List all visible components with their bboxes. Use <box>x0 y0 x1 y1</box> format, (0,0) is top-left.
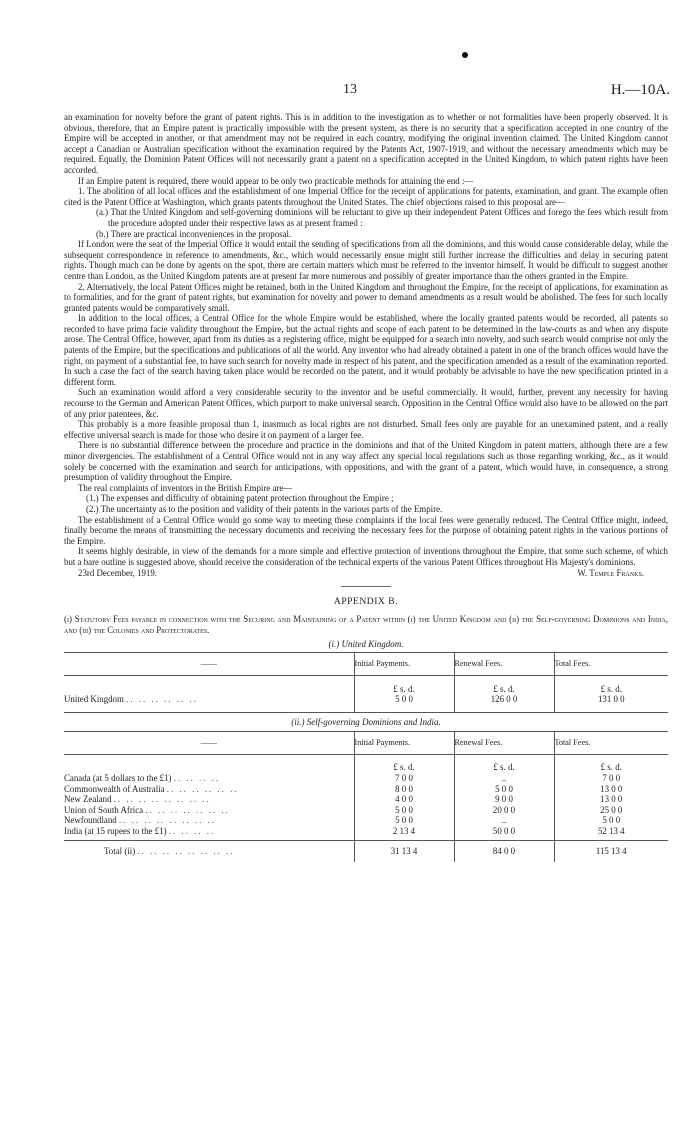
total-cell: 25 0 0 <box>554 805 668 816</box>
paragraph-subitem: (a.) That the United Kingdom and self-governing dominions will be reluctant to give up their independent Patent Offices and forego the fees which result from the procedure adopted under their respective laws as at present framed : <box>96 207 668 228</box>
row-label: India (at 15 rupees to the £1) <box>64 825 167 836</box>
complaint-item: (2.) The uncertainty as to the position and validity of their patents in the various parts of the Empire. <box>86 503 443 514</box>
row-label: Newfoundland <box>64 815 117 826</box>
paragraph: If an Empire patent is required, there would appear to be only two practicable methods for attaining the end :— <box>78 175 474 186</box>
table-row: Commonwealth of Australia .. .. .. .. .. .. 8 0 0 5 0 0 13 0 0 <box>64 784 668 795</box>
initial-cell: 5 0 0 <box>354 805 454 816</box>
signoff-date: 23rd December, 1919. <box>78 567 157 578</box>
table-row: Newfoundland .. .. .. .. .. .. .. .. 5 0 0 .. 5 0 0 <box>64 815 668 826</box>
total-cell: 7 0 0 <box>554 773 668 784</box>
column-header: Initial Payments. <box>354 653 454 676</box>
renewal-cell: 5 0 0 <box>454 784 554 795</box>
paragraph: Such an examination would afford a very considerable security to the inventor and be useful commercially. It would, further, prevent any necessity for having recourse to the German and American Patent Offices, which purport to make universal search. Opposition in the Central Office would also have to be allowed on the part of any prior patentees, &c. <box>64 387 668 419</box>
table-caption: (ii.) Self-governing Dominions and India. <box>291 717 441 728</box>
row-label: United Kingdom <box>64 694 124 705</box>
paragraph: an examination for novelty before the grant of patent rights. This is in addition to the investigation as to whether or not formalities have been properly observed. It is obvious, therefore, that an Empire patent is practically impossible with the present system, as there is no security that a specification accepted in one country of the Empire will be accepted in another, or that amendment may not be required in each country, modifying the original invention claimed. The United Kingdom cannot accept a Canadian or Australian specification without the examination required by the Patents Act, 1907-1919, and without the necessary amendments which may be required. Equally, the Dominion Patent Offices will not necessarily grant a patent on a specification accepted in the United Kingdom, to which patent rights have been accorded. <box>64 112 668 175</box>
initial-cell: 4 0 0 <box>354 794 454 805</box>
ink-dot <box>462 52 468 58</box>
table-row: United Kingdom .. .. .. .. .. .. 5 0 0 126 0 0 131 0 0 <box>64 694 668 713</box>
paragraph: The establishment of a Central Office would go some way to meeting these complaints if the local fees were generally reduced. The Central Office might, indeed, finally become the means of transmitting the necessary documents and receiving the necessary fees for the purpose of obtaining patent rights in the various portions of the Empire. <box>64 514 668 546</box>
fees-table-united-kingdom <box>64 652 668 713</box>
row-label: Canada (at 5 dollars to the £1) <box>64 772 172 783</box>
renewal-cell: 50 0 0 <box>454 826 554 841</box>
table-row: Union of South Africa .. .. .. .. .. .. .. 5 0 0 20 0 0 25 0 0 <box>64 805 668 816</box>
section-divider <box>341 586 391 587</box>
document-reference: H.—10A. <box>610 82 670 98</box>
paragraph: There is no substantial difference between the procedure and practice in the dominions and that of the United Kingdom in patent matters, although there are a few minor divergencies. The establishment of a Central Office would not in any way affect any special local regulations such as those regarding working, &c., as it would solely be concerned with the examination and search for anticipations, with oppositions, and with the grant of a patent, which would have, in consequence, a strong presumption of validity throughout the Empire. <box>64 440 668 483</box>
initial-cell: 8 0 0 <box>354 784 454 795</box>
initial-total-cell: 31 13 4 <box>354 841 454 862</box>
table-row: New Zealand .. .. .. .. .. .. .. .. 4 0 0 9 0 0 13 0 0 <box>64 794 668 805</box>
renewal-cell: .. <box>454 815 554 826</box>
renewal-cell: .. <box>454 773 554 784</box>
fees-table-dominions <box>64 731 668 862</box>
row-label: New Zealand <box>64 794 112 805</box>
total-cell: 13 0 0 <box>554 784 668 795</box>
paragraph: The real complaints of inventors in the British Empire are— <box>78 482 293 493</box>
table-total-row: Total (ii) .. .. .. .. .. .. .. .. 31 13 4 84 0 0 115 13 4 <box>64 841 668 862</box>
column-header: Renewal Fees. <box>454 653 554 676</box>
total-cell: 131 0 0 <box>554 694 668 713</box>
column-header: Total Fees. <box>554 731 668 754</box>
signoff-signature: W. Temple Franks. <box>577 567 644 578</box>
renewal-total-cell: 84 0 0 <box>454 841 554 862</box>
page-number: 13 <box>343 82 357 97</box>
renewal-cell: 9 0 0 <box>454 794 554 805</box>
initial-cell: 5 0 0 <box>354 694 454 713</box>
units-label: £ s. d. <box>454 754 554 773</box>
row-label: Union of South Africa <box>64 804 144 815</box>
initial-cell: 2 13 4 <box>354 826 454 841</box>
initial-cell: 5 0 0 <box>354 815 454 826</box>
units-label: £ s. d. <box>554 754 668 773</box>
paragraph: In addition to the local offices, a Central Office for the whole Empire would be established, where the locally granted patents would be recorded, all patents so recorded to have prima facie validity throughout the Empire, but the actual rights and scope of each patent to be determined in the law-courts as and when any dispute arose. The Central Office, however, apart from its duties as a registering office, might be equipped for a search into novelty, and such search would comprise not only the patents of the Empire, but the specifications and publications of all the world. Any inventor who had already obtained a patent in one of the branch offices would have the right, on payment of a substantial fee, to have such search for novelty made in respect of his patent, and the specification amended as a result of the examination reported. In such a case the fact of the search having taken place would be recorded on the patent, and it would probably be advisable to have the new specification printed in a different form. <box>64 313 668 387</box>
paragraph: It seems highly desirable, in view of the demands for a more simple and effective protection of inventions throughout the Empire, that some such scheme, of which but a bare outline is suggested above, should receive the consideration of the technical experts of the various Patent Offices throughout His Majesty's dominions. <box>64 546 668 567</box>
total-cell: 13 0 0 <box>554 794 668 805</box>
paragraph: 2. Alternatively, the local Patent Offices might be retained, both in the United Kingdom and throughout the Empire, for the receipt of applications, for examination as to formalities, and for the grant of patent rights, but examination for novelty and power to demand amendments as a result would be abolished. The fees for such locally granted patents would be comparatively small. <box>64 281 668 313</box>
appendix-title: APPENDIX B. <box>333 596 399 608</box>
total-label: Total (ii) <box>104 846 136 857</box>
table-row: India (at 15 rupees to the £1) .. .. .. .. 2 13 4 50 0 0 52 13 4 <box>64 826 668 841</box>
column-header: —— <box>64 653 354 676</box>
column-header: Renewal Fees. <box>454 731 554 754</box>
units-label: £ s. d. <box>454 676 554 695</box>
complaint-item: (1.) The expenses and difficulty of obtaining patent protection throughout the Empire ; <box>86 493 394 504</box>
paragraph: This probably is a more feasible proposal than 1, inasmuch as local rights are not disturbed. Small fees only are payable for an unexamined patent, and a really effective universal search is made for those who desire it on payment of a larger fee. <box>64 419 668 440</box>
units-label: £ s. d. <box>354 676 454 695</box>
total-cell: 52 13 4 <box>554 826 668 841</box>
initial-cell: 7 0 0 <box>354 773 454 784</box>
renewal-cell: 126 0 0 <box>454 694 554 713</box>
row-label: Commonwealth of Australia <box>64 783 165 794</box>
total-cell: 5 0 0 <box>554 815 668 826</box>
total-total-cell: 115 13 4 <box>554 841 668 862</box>
column-header: Total Fees. <box>554 653 668 676</box>
paragraph-subitem: (b.) There are practical inconveniences in the proposal. <box>96 228 292 239</box>
renewal-cell: 20 0 0 <box>454 805 554 816</box>
table-row: Canada (at 5 dollars to the £1) .. .. .. .. 7 0 0 .. 7 0 0 <box>64 773 668 784</box>
appendix-heading: (i) Statutory Fees payable in connection with the Securing and Maintaining of a Patent within (i) the United Kingdom and (ii) the Self-governing Dominions and India, and (iii) the Colonies and Protectorates. <box>64 613 668 635</box>
signoff <box>64 568 668 579</box>
column-header: Initial Payments. <box>354 731 454 754</box>
body-text <box>64 112 668 862</box>
paragraph: If London were the seat of the Imperial Office it would entail the sending of specifications from all the dominions, and this would cause considerable delay, while the subsequent correspondence in reference to amendments, &c., which would necessarily ensue might still further increase the difficulties and delay in securing patent rights. Though much can be done by agents on the spot, there are certain matters which must be referred to the inventor himself. It would be difficult to suggest another centre than London, as the United Kingdom patents are at present far more numerous and possibly of greater importance than the others granted in the Empire. <box>64 239 668 281</box>
table-caption: (i.) United Kingdom. <box>328 638 404 649</box>
paragraph: 1. The abolition of all local offices and the establishment of one Imperial Office for the receipt of applications for patents, examination, and grant. The example often cited is the Patent Office at Washington, which grants patents throughout the United States. The chief objections raised to this proposal are— <box>64 186 668 207</box>
units-label: £ s. d. <box>554 676 668 695</box>
column-header: —— <box>64 731 354 754</box>
units-label: £ s. d. <box>354 754 454 773</box>
